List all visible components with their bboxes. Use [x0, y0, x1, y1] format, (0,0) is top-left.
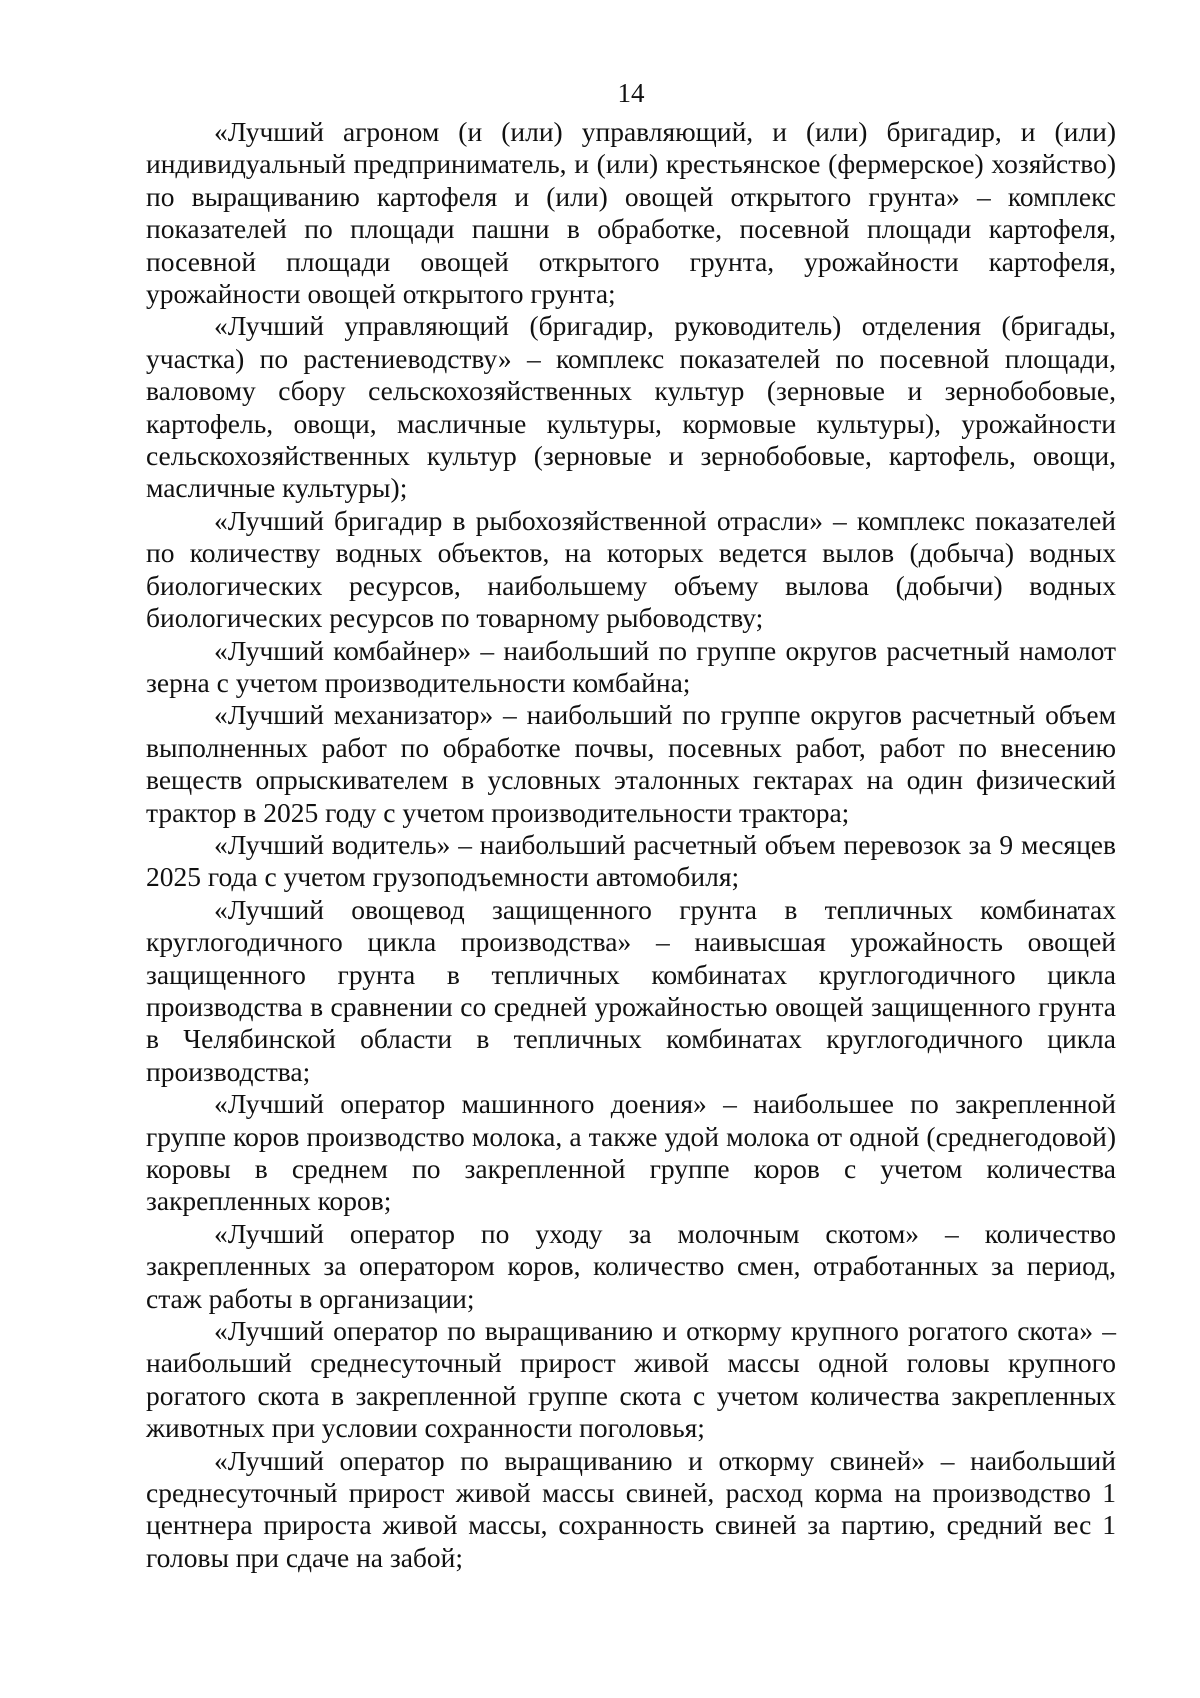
paragraph-best-milking-operator: «Лучший оператор машинного доения» – наибольшее по закрепленной группе коров производство молока, а также удой молока от одной (среднегодовой) коровы в среднем по закрепленной группе коров с учетом количества закрепленных коров; — [146, 1088, 1116, 1217]
page-number: 14 — [617, 78, 645, 108]
paragraph-best-dairy-care-operator: «Лучший оператор по уходу за молочным скотом» – количество закрепленных за оператором коров, количество смен, отработанных за период, стаж работы в организации; — [146, 1217, 1116, 1314]
document-body — [146, 116, 1116, 1574]
paragraph-best-driver: «Лучший водитель» – наибольший расчетный объем перевозок за 9 месяцев 2025 года с учетом грузоподъемности автомобиля; — [146, 828, 1116, 893]
paragraph-best-machine-operator: «Лучший механизатор» – наибольший по группе округов расчетный объем выполненных работ по обработке почвы, посевных работ, работ по внесению веществ опрыскивателем в условных эталонных гектарах на один физический трактор в 2025 году с учетом производительности трактора; — [146, 699, 1116, 828]
paragraph-best-greenhouse-grower: «Лучший овощевод защищенного грунта в тепличных комбинатах круглогодичного цикла производства» – наивысшая урожайность овощей защищенного грунта в тепличных комбинатах круглогодичного цикла производства в сравнении со средней урожайностью овощей защищенного грунта в Челябинской области в тепличных комбинатах круглогодичного цикла производства; — [146, 893, 1116, 1087]
paragraph-best-agronomist: «Лучший агроном (и (или) управляющий, и (или) бригадир, и (или) индивидуальный предприниматель, и (или) крестьянское (фермерское) хозяйство) по выращиванию картофеля и (или) овощей открытого грунта» – комплекс показателей по площади пашни в обработке, посевной площади картофеля, посевной площади овощей открытого грунта, урожайности картофеля, урожайности овощей открытого грунта; — [146, 116, 1116, 310]
paragraph-best-combine-operator: «Лучший комбайнер» – наибольший по группе округов расчетный намолот зерна с учетом производительности комбайна; — [146, 634, 1116, 698]
paragraph-best-fishery-foreman: «Лучший бригадир в рыбохозяйственной отрасли» – комплекс показателей по количеству водных объектов, на которых ведется вылов (добыча) водных биологических ресурсов, наибольшему объему вылова (добычи) водных биологических ресурсов по товарному рыбоводству; — [146, 504, 1116, 634]
paragraph-best-cattle-fattening-operator: «Лучший оператор по выращиванию и откорму крупного рогатого скота» – наибольший среднесуточный прирост живой массы одной головы крупного рогатого скота в закрепленной группе скота с учетом количества закрепленных животных при условии сохранности поголовья; — [146, 1315, 1116, 1444]
paragraph-best-crop-manager: «Лучший управляющий (бригадир, руководитель) отделения (бригады, участка) по растениеводству» – комплекс показателей по посевной площади, валовому сбору сельскохозяйственных культур (зерновые и зернобобовые, картофель, овощи, масличные культуры, кормовые культуры), урожайности сельскохозяйственных культур (зерновые и зернобобовые, картофель, овощи, масличные культуры); — [146, 310, 1116, 504]
paragraph-best-pig-fattening-operator: «Лучший оператор по выращиванию и откорму свиней» – наибольший среднесуточный прирост живой массы свиней, расход корма на производство 1 центнера прироста живой массы, сохранность свиней за партию, средний вес 1 головы при сдаче на забой; — [146, 1444, 1116, 1573]
